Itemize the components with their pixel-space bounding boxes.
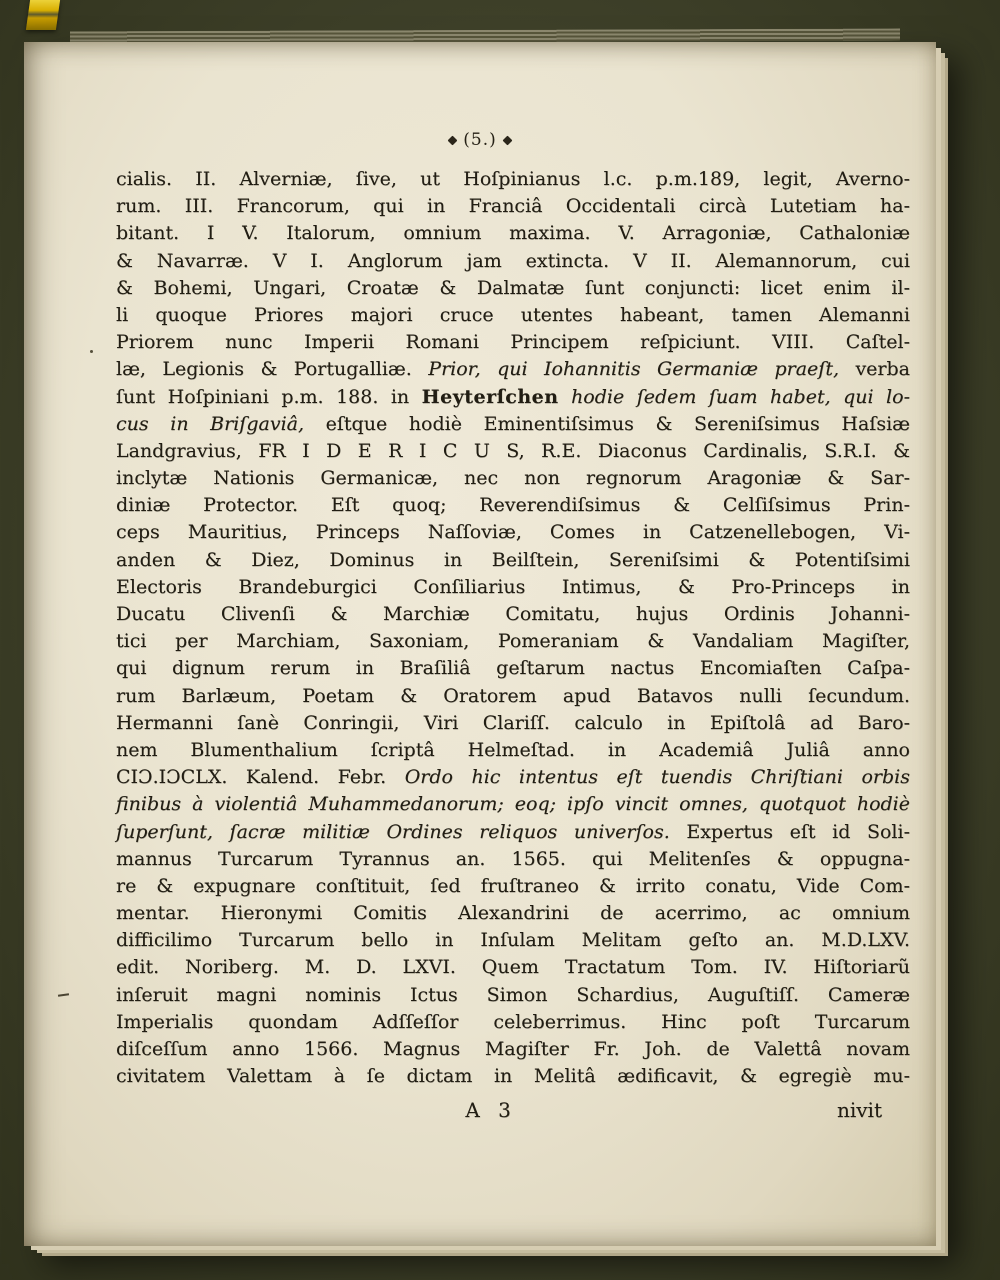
text-line xyxy=(116,329,910,356)
text-segment: Priorem nunc Imperii Romani Principem reſpiciunt. VIII. Caſtel- xyxy=(116,331,910,354)
text-segment: bitant. I V. Italorum, omnium maxima. V. Arragoniæ, Cathaloniæ xyxy=(116,222,910,245)
text-segment: cialis. II. Alverniæ, ſive, ut Hoſpinianus l.c. p.m.189, legit, Averno- xyxy=(116,168,910,190)
book-page xyxy=(24,42,936,1246)
page-number: (5.) xyxy=(463,130,497,150)
text-segment: verba xyxy=(839,358,910,381)
page-header xyxy=(24,130,936,150)
text-line xyxy=(116,683,910,710)
text-segment: Ordo hic intentus eſt tuendis Chriſtiani orbis xyxy=(404,766,910,789)
text-line xyxy=(116,193,910,220)
text-segment: qui dignum rerum in Braſiliâ geſtarum nactus Encomiaſten Caſpa- xyxy=(116,657,910,680)
text-line xyxy=(116,900,910,927)
text-segment: re & expugnare conſtituit, ſed fruſtraneo & irrito conatu, Vide Com- xyxy=(116,874,910,897)
text-line xyxy=(116,574,910,601)
signature-mark: A 3 xyxy=(465,1098,517,1122)
text-line xyxy=(116,764,910,791)
text-line xyxy=(116,384,910,411)
text-line xyxy=(116,791,910,818)
text-segment xyxy=(559,386,571,408)
text-segment: Ducatu Clivenſi & Marchiæ Comitatu, hujus Ordinis Johanni- xyxy=(116,603,910,625)
text-segment: cus in Briſgaviâ, xyxy=(116,412,305,435)
text-segment: anden & Diez, Dominus in Beilſtein, Sereniſsimi & Potentiſsimi xyxy=(116,548,910,571)
text-segment: hodie ſedem ſuam habet, qui lo- xyxy=(571,385,910,408)
text-segment: ſuperſunt, ſacræ militiæ Ordines reliquos univerſos. xyxy=(116,820,670,843)
text-segment: & Navarræ. V I. Anglorum jam extincta. V II. Alemannorum, cui xyxy=(116,249,910,272)
text-line xyxy=(116,411,910,438)
text-line xyxy=(116,628,910,655)
text-segment: finibus à violentiâ Muhammedanorum; eoq; ipſo vincit omnes, quotquot hodiè xyxy=(116,793,910,816)
text-line xyxy=(116,356,910,383)
text-line xyxy=(116,302,910,329)
text-segment: tici per Marchiam, Saxoniam, Pomeraniam & Vandaliam Magiſter, xyxy=(116,630,910,653)
text-segment: diniæ Protector. Eſt quoq; Reverendiſsimus & Celſiſsimus Prin- xyxy=(116,494,910,517)
text-segment: ſunt Hoſpiniani p.m. 188. in xyxy=(116,385,422,408)
text-segment: Hermanni ſanè Conringii, Viri Clariſſ. calculo in Epiſtolâ ad Baro- xyxy=(116,711,910,734)
text-segment: Electoris Brandeburgici Conſiliarius Intimus, & Pro-Princeps in xyxy=(116,575,910,598)
text-segment: li quoque Priores majori cruce utentes habeant, tamen Alemanni xyxy=(116,303,910,326)
text-segment: inclytæ Nationis Germanicæ, nec non regnorum Aragoniæ & Sar- xyxy=(116,467,910,490)
text-line xyxy=(116,819,910,846)
catchword: nivit xyxy=(836,1098,882,1122)
fleuron-left-icon xyxy=(448,135,458,145)
fleuron-right-icon xyxy=(502,135,512,145)
text-segment: Prior, qui Iohannitis Germaniæ praeſt, xyxy=(428,358,839,381)
text-segment: Landgravius, FR I D E R I C U S, R.E. Diaconus Cardinalis, S.R.I. & xyxy=(116,439,910,462)
text-line xyxy=(116,1009,910,1036)
text-line xyxy=(116,492,910,519)
text-segment: CIƆ.IƆCLX. Kalend. Febr. xyxy=(116,766,405,789)
text-segment: Expertus eſt id Soli- xyxy=(669,820,910,843)
text-segment: Heyterſchen xyxy=(421,385,559,408)
text-line xyxy=(116,846,910,873)
text-line xyxy=(116,927,910,954)
margin-dot xyxy=(90,350,93,353)
text-segment: inſeruit magni nominis Ictus Simon Schardius, Auguſtiſſ. Cameræ xyxy=(116,983,910,1006)
bookmark-tab xyxy=(26,0,60,30)
text-line xyxy=(116,954,910,981)
text-segment: Imperialis quondam Adſſeſſor celeberrimus. Hinc poſt Turcarum xyxy=(116,1010,910,1033)
text-line xyxy=(116,248,910,275)
text-segment: mentar. Hieronymi Comitis Alexandrini de acerrimo, ac omnium xyxy=(116,902,910,925)
text-line xyxy=(116,438,910,465)
text-segment: civitatem Valettam à ſe dictam in Melitâ ædificavit, & egregiè mu- xyxy=(116,1065,910,1088)
text-segment: edit. Noriberg. M. D. LXVI. Quem Tractatum Tom. IV. Hiſtoriarũ xyxy=(116,956,910,979)
text-line xyxy=(116,655,910,682)
text-segment: rum. III. Francorum, qui in Franciâ Occidentali circà Lutetiam ha- xyxy=(116,195,910,218)
text-segment: rum Barlæum, Poetam & Oratorem apud Batavos nulli ſecundum. xyxy=(116,684,910,707)
text-line xyxy=(116,601,910,628)
text-segment: difficilimo Turcarum bello in Inſulam Melitam geſto an. M.D.LXV. xyxy=(116,929,910,952)
text-segment: nem Blumenthalium ſcriptâ Helmeſtad. in Academiâ Juliâ anno xyxy=(116,738,910,761)
text-segment: ceps Mauritius, Princeps Naſſoviæ, Comes in Catzenellebogen, Vi- xyxy=(116,521,910,544)
margin-mark xyxy=(58,993,69,997)
text-line xyxy=(116,166,910,193)
text-segment: eſtque hodiè Eminentiſsimus & Sereniſsimus Haſsiæ xyxy=(304,412,911,435)
body-text xyxy=(116,166,910,1090)
page-footer xyxy=(116,1098,910,1128)
text-line xyxy=(116,1036,910,1063)
text-segment: mannus Turcarum Tyrannus an. 1565. qui Melitenſes & oppugna- xyxy=(116,847,910,870)
text-line xyxy=(116,547,910,574)
text-line xyxy=(116,982,910,1009)
text-line xyxy=(116,275,910,302)
text-segment: diſceſſum anno 1566. Magnus Magiſter Fr. Joh. de Valettâ novam xyxy=(116,1038,910,1060)
text-line xyxy=(116,465,910,492)
text-line xyxy=(116,220,910,247)
text-line xyxy=(116,710,910,737)
text-line xyxy=(116,1063,910,1090)
text-line xyxy=(116,873,910,900)
text-segment: læ, Legionis & Portugalliæ. xyxy=(116,358,429,381)
text-line xyxy=(116,519,910,546)
text-segment: & Bohemi, Ungari, Croatæ & Dalmatæ ſunt conjuncti: licet enim il- xyxy=(116,276,910,299)
text-line xyxy=(116,737,910,764)
